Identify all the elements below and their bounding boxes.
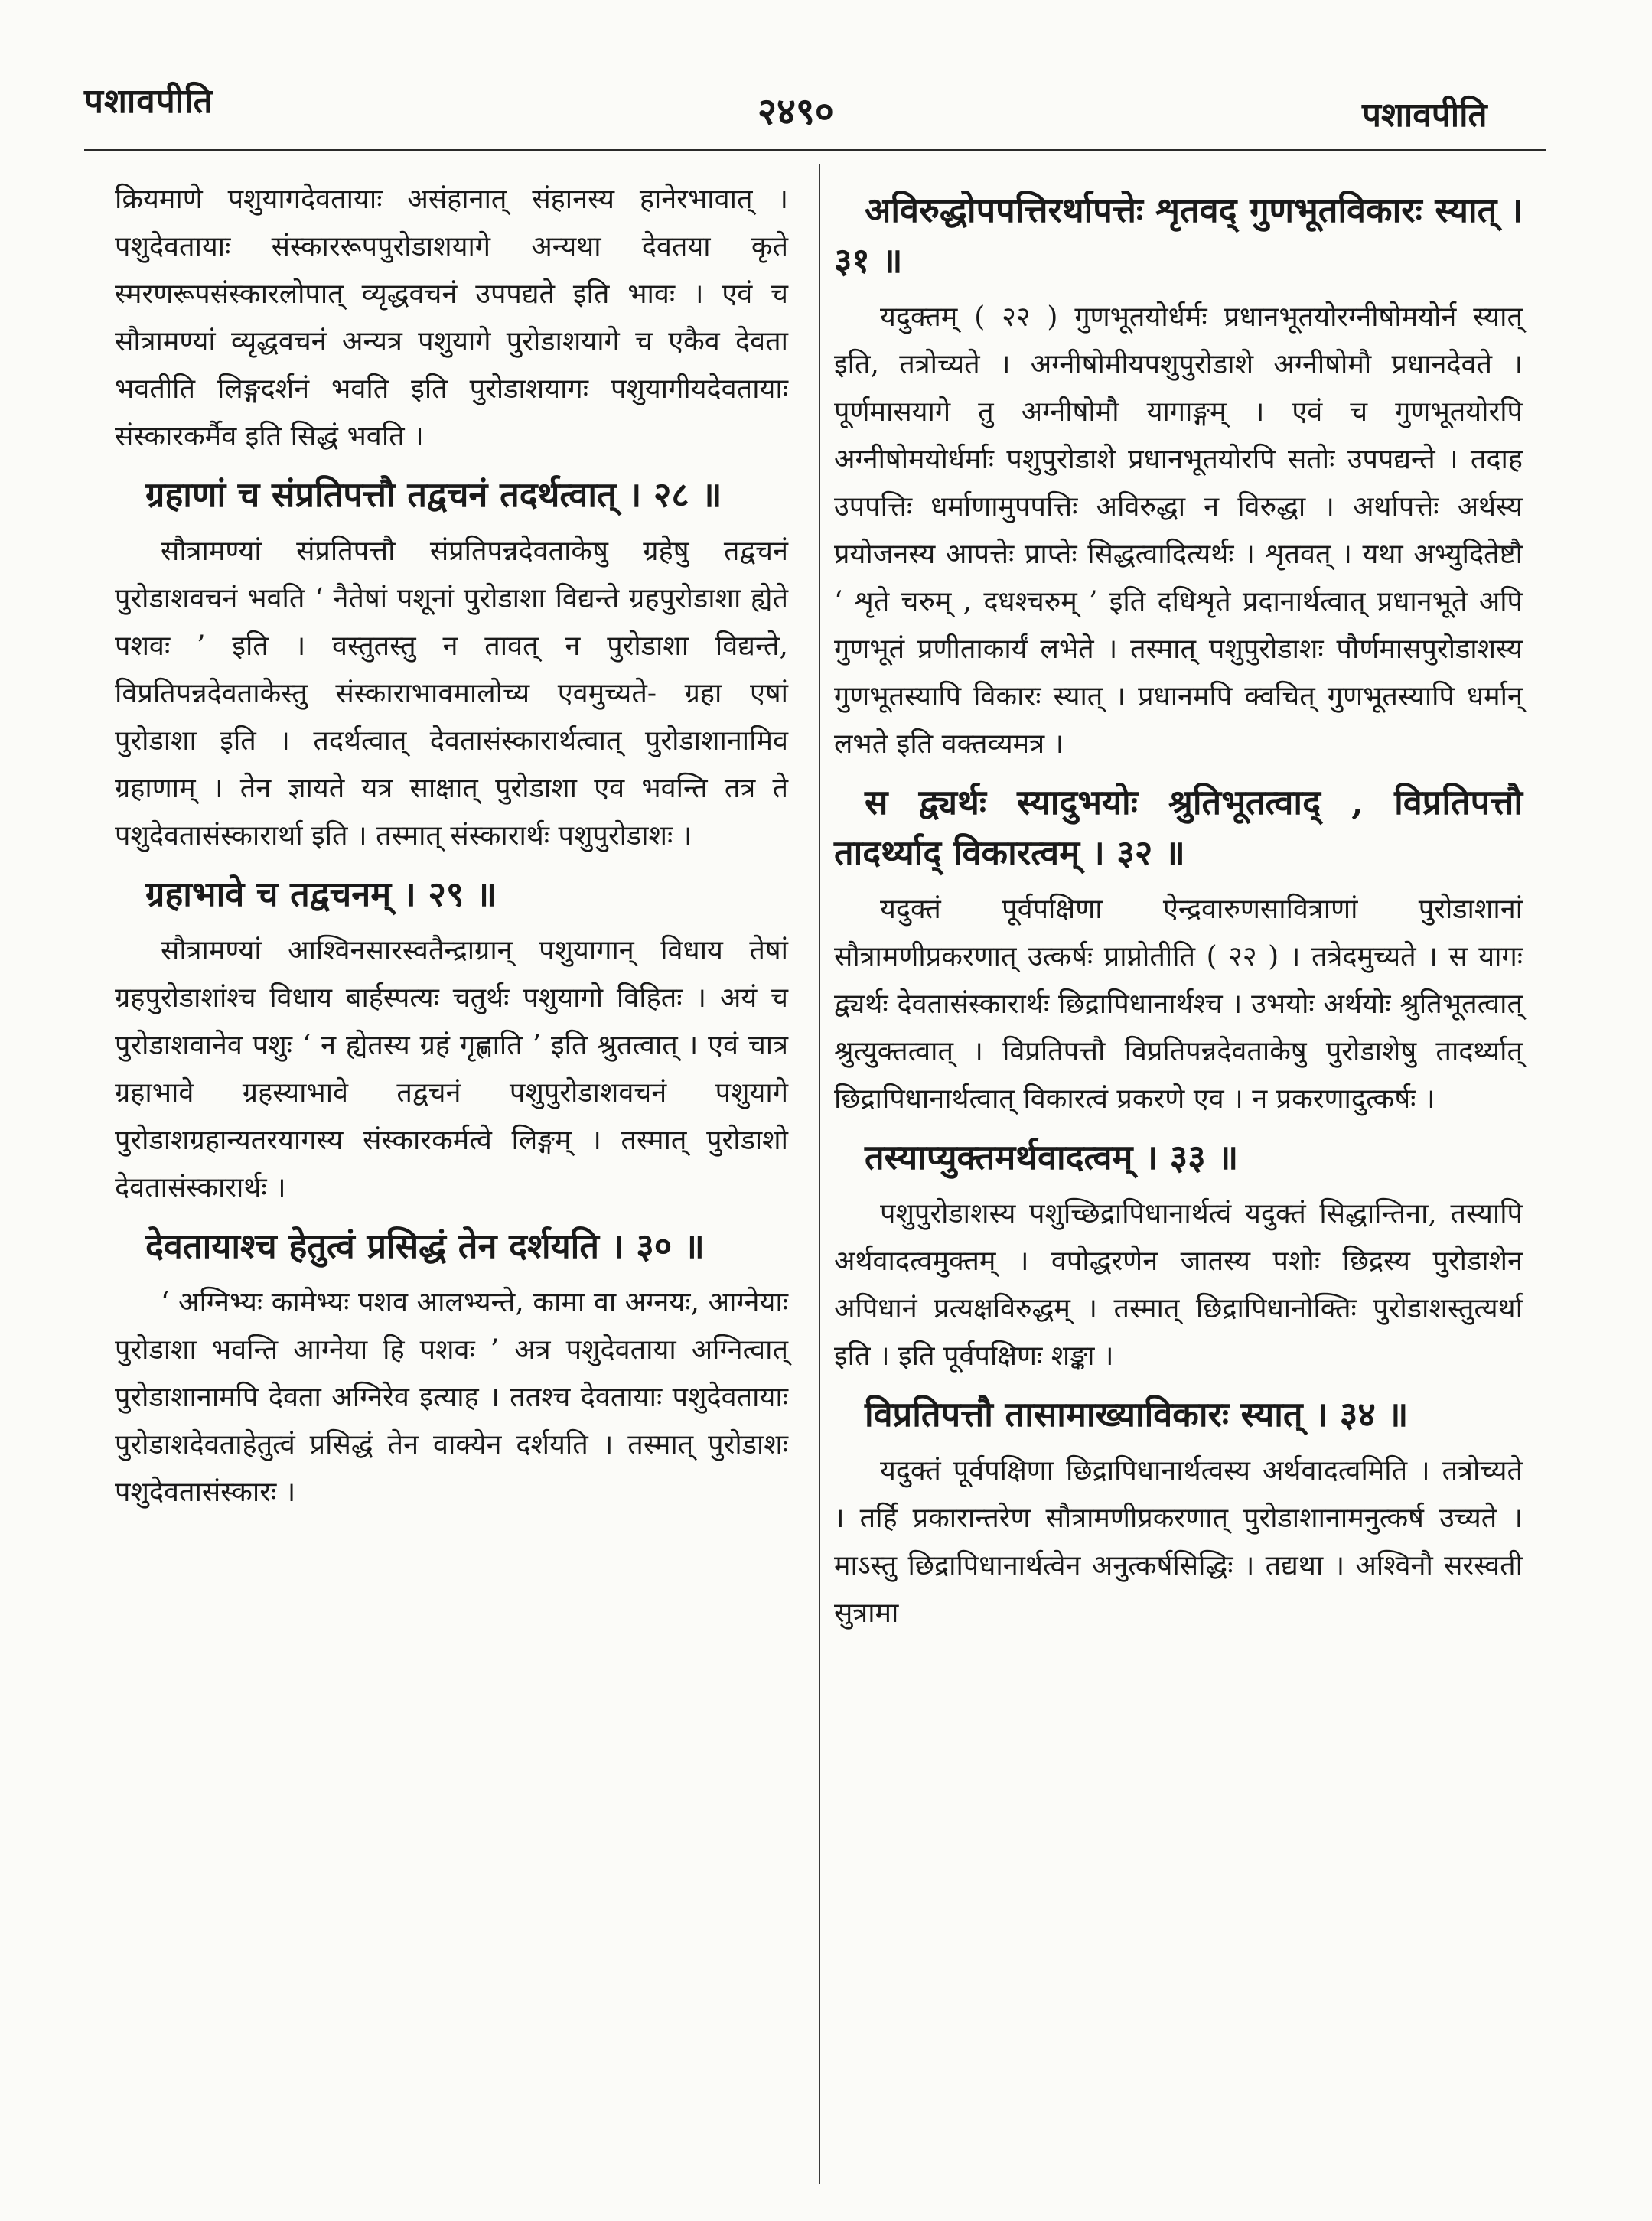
- page-header: [0, 0, 1652, 153]
- sutra-32: स द्व्यर्थः स्यादुभयोः श्रुतिभूतत्वाद् , विप्रतिपत्तौ तादर्थ्याद् विकारत्वम् । ३२ ॥: [834, 782, 1523, 873]
- running-title-right: पशावपीति: [1362, 96, 1487, 135]
- sutra-33: तस्याप्युक्तमर्थवादत्वम् । ३३ ॥: [865, 1137, 1239, 1177]
- left-column: [115, 176, 788, 1522]
- sutra-30: देवतायाश्च हेतुत्वं प्रसिद्धं तेन दर्शयति । ३० ॥: [145, 1226, 705, 1266]
- sutra-31: अविरुद्धोपपत्तिरर्थापत्तेः शृतवद् गुणभूतविकारः स्यात् । ३१ ॥: [834, 190, 1523, 281]
- commentary-paragraph: सौत्रामण्यां संप्रतिपत्तौ संप्रतिपन्नदेवताकेषु ग्रहेषु तद्वचनं पुरोडाशवचनं भवति ‘ नैतेषां पशूनां पुरोडाशा विद्यन्ते ग्रहपुरोडाशा ह्येते पशवः ’ इति । वस्तुतस्तु न तावत् न पुरोडाशा विद्यन्ते, विप्रतिपन्नदेवताकेस्तु संस्काराभावमालोच्य एवमुच्यते- ग्रहा एषां पुरोडाशा इति । तदर्थत्वात् देवतासंस्कारार्थत्वात् पुरोडाशानामिव ग्रहाणाम् । तेन ज्ञायते यत्र साक्षात् पुरोडाशा एव भवन्ति तत्र ते पशुदेवतासंस्कारार्था इति । तस्मात् संस्कारार्थः पशुपुरोडाशः ।: [115, 536, 788, 852]
- right-column: [834, 176, 1523, 1643]
- column-divider: [819, 164, 820, 2184]
- running-title-left: पशावपीति: [84, 82, 213, 121]
- commentary-paragraph: क्रियमाणे पशुयागदेवतायाः असंहानात् संहानस्य हानेरभावात् । पशुदेवतायाः संस्काररूपपुरोडाशयागे अन्यथा देवतया कृते स्मरणरूपसंस्कारलोपात् व्यृद्धवचनं उपपद्यते इति भावः । एवं च सौत्रामण्यां व्यृद्धवचनं अन्यत्र पशुयागे पुरोडाशयागे च एकैव देवता भवतीति लिङ्गदर्शनं भवति इति पुरोडाशयागः पशुयागीयदेवतायाः संस्कारकर्मैव इति सिद्धं भवति ।: [115, 184, 788, 452]
- commentary-paragraph: ‘ अग्निभ्यः कामेभ्यः पशव आलभ्यन्ते, कामा वा अग्नयः, आग्नेयाः पुरोडाशा भवन्ति आग्नेया हि पशवः ’ अत्र पशुदेवताया अग्नित्वात् पुरोडाशानामपि देवता अग्निरेव इत्याह । ततश्च देवतायाः पशुदेवतायाः पुरोडाशदेवताहेतुत्वं प्रसिद्धं तेन वाक्येन दर्शयति । तस्मात् पुरोडाशः पशुदेवतासंस्कारः ।: [115, 1287, 788, 1508]
- commentary-paragraph: यदुक्तं पूर्वपक्षिणा छिद्रापिधानार्थत्वस्य अर्थवादत्वमिति । तत्रोच्यते । तर्हि प्रकारान्तरेण सौत्रामणीप्रकरणात् पुरोडाशानामनुत्कर्ष उच्यते । माऽस्तु छिद्रापिधानार्थत्वेन अनुत्कर्षसिद्धिः । तद्यथा । अश्विनौ सरस्वती सुत्रामा: [834, 1455, 1523, 1629]
- header-rule: [84, 149, 1546, 151]
- commentary-paragraph: यदुक्तम् ( २२ ) गुणभूतयोर्धर्मः प्रधानभूतयोरग्नीषोमयोर्न स्यात् इति, तत्रोच्यते । अग्नीषोमीयपशुपुरोडाशे अग्नीषोमौ प्रधानदेवते । पूर्णमासयागे तु अग्नीषोमौ यागाङ्गम् । एवं च गुणभूतयोरपि अग्नीषोमयोर्धर्माः पशुपुरोडाशे प्रधानभूतयोरपि सतोः उपपद्यन्ते । तदाह उपपत्तिः धर्माणामुपपत्तिः अविरुद्धा न विरुद्धा । अर्थापत्तेः अर्थस्य प्रयोजनस्य आपत्तेः प्राप्तेः सिद्धत्वादित्यर्थः । शृतवत् । यथा अभ्युदितेष्टौ ‘ शृते चरुम् , दधश्चरुम् ’ इति दधिशृते प्रदानार्थत्वात् प्रधानभूते अपि गुणभूतं प्रणीताकार्यं लभेते । तस्मात् पशुपुरोडाशः पौर्णमासपुरोडाशस्य गुणभूतस्यापि विकारः स्यात् । प्रधानमपि क्वचित् गुणभूतस्यापि धर्मान् लभते इति वक्तव्यमत्र ।: [834, 301, 1523, 760]
- sutra-34: विप्रतिपत्तौ तासामाख्याविकारः स्यात् । ३४ ॥: [865, 1394, 1409, 1435]
- commentary-paragraph: पशुपुरोडाशस्य पशुच्छिद्रापिधानार्थत्वं यदुक्तं सिद्धान्तिना, तस्यापि अर्थवादत्वमुक्तम् । वपोद्धरणेन जातस्य पशोः छिद्रस्य पुरोडाशेन अपिधानं प्रत्यक्षविरुद्धम् । तस्मात् छिद्रापिधानोक्तिः पुरोडाशस्तुत्यर्था इति । इति पूर्वपक्षिणः शङ्का ।: [834, 1198, 1523, 1372]
- commentary-paragraph: सौत्रामण्यां आश्विनसारस्वतैन्द्राग्रान् पशुयागान् विधाय तेषां ग्रहपुरोडाशांश्च विधाय बार्हस्पत्यः चतुर्थः पशुयागो विहितः । अयं च पुरोडाशवानेव पशुः ‘ न ह्येतस्य ग्रहं गृह्णाति ’ इति श्रुतत्वात् । एवं चात्र ग्रहाभावे ग्रहस्याभावे तद्वचनं पशुपुरोडाशवचनं पशुयागे पुरोडाशग्रहान्यतरयागस्य संस्कारकर्मत्वे लिङ्गम् । तस्मात् पुरोडाशो देवतासंस्कारार्थः ।: [115, 935, 788, 1203]
- commentary-paragraph: यदुक्तं पूर्वपक्षिणा ऐन्द्रवारुणसावित्राणां पुरोडाशानां सौत्रामणीप्रकरणात् उत्कर्षः प्राप्नोतीति ( २२ ) । तत्रेदमुच्यते । स यागः द्व्यर्थः देवतासंस्कारार्थः छिद्रापिधानार्थश्च । उभयोः अर्थयोः श्रुतिभूतत्वात् श्रुत्युक्तत्वात् । विप्रतिपत्तौ विप्रतिपन्नदेवताकेषु पुरोडाशेषु तादर्थ्यात् छिद्रापिधानार्थत्वात् विकारत्वं प्रकरणे एव । न प्रकरणादुत्कर्षः ।: [834, 894, 1523, 1115]
- sutra-28: ग्रहाणां च संप्रतिपत्तौ तद्वचनं तदर्थत्वात् । २८ ॥: [145, 474, 722, 515]
- sutra-29: ग्रहाभावे च तद्वचनम् । २९ ॥: [145, 874, 497, 914]
- page-number: २४९०: [758, 90, 834, 133]
